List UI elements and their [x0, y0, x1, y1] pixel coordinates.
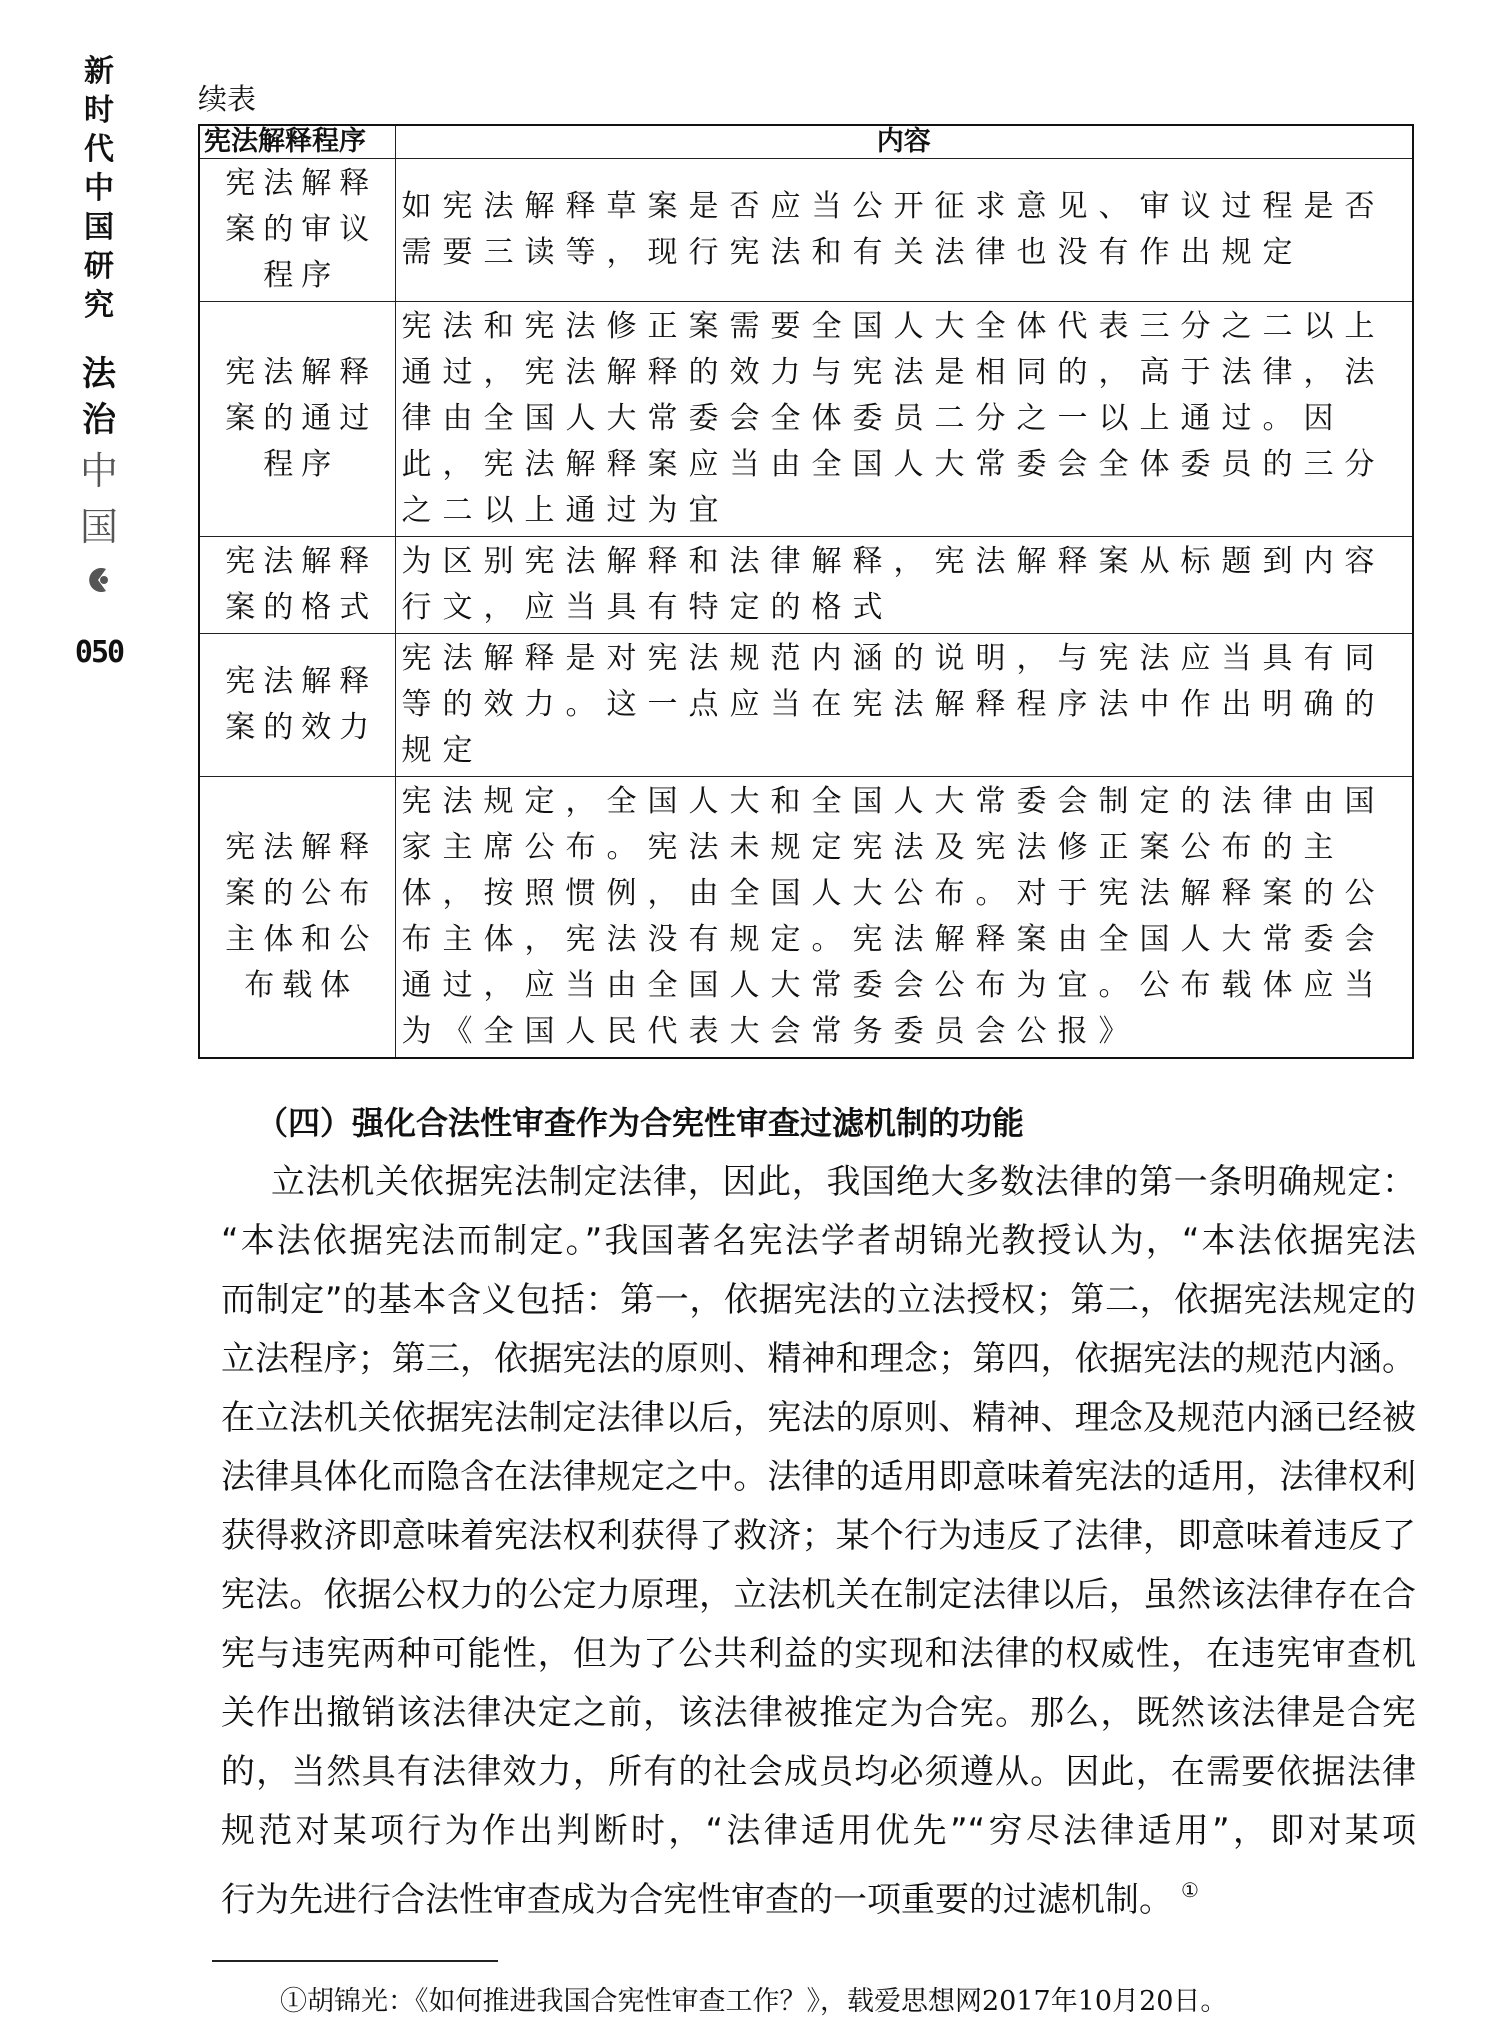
table-row [199, 634, 1413, 777]
paragraph-line: “本法依据宪法而制定。”我国著名宪法学者胡锦光教授认为，“本法依据宪法 [221, 1221, 1416, 1261]
paragraph-line: 规范对某项行为作出判断时，“法律适用优先”“穷尽法律适用”，即对某项 [221, 1811, 1416, 1851]
table-row [199, 159, 1413, 302]
brand-char: 治 [81, 400, 116, 440]
footnote-marker[interactable]: ① [1181, 1878, 1199, 1902]
series-char: 中 [84, 171, 114, 206]
procedure-cell: 宪法解释案的格式 [199, 537, 395, 634]
table-row [199, 777, 1413, 1059]
content-cell: 宪法和宪法修正案需要全国人大全体代表三分之二以上通过，宪法解释的效力与宪法是相同的，高于法律，法律由全国人大常委会全体委员二分之一以上通过。因此，宪法解释案应当由全国人大常委会全体委员的三分之二以上通过为宜 [395, 302, 1413, 537]
paragraph-line: 的，当然具有法律效力，所有的社会成员均必须遵从。因此，在需要依据法律 [221, 1752, 1416, 1792]
series-char: 新 [84, 54, 114, 89]
main-column [198, 80, 1416, 2022]
content-cell: 宪法解释是对宪法规范内涵的说明，与宪法应当具有同等的效力。这一点应当在宪法解释程序法中作出明确的规定 [395, 634, 1413, 777]
procedure-cell: 宪法解释案的公布主体和公布载体 [199, 777, 395, 1059]
content-cell: 如宪法解释草案是否应当公开征求意见、审议过程是否需要三读等，现行宪法和有关法律也没有作出规定 [395, 159, 1413, 302]
body-paragraph [221, 1153, 1416, 1930]
brand-logo-icon [84, 565, 114, 595]
paragraph-line: 法律具体化而隐含在法律规定之中。法律的适用即意味着宪法的适用，法律权利 [221, 1457, 1416, 1497]
paragraph-line: 获得救济即意味着宪法权利获得了救济；某个行为违反了法律，即意味着违反了 [221, 1516, 1416, 1556]
brand-char: 法 [81, 354, 116, 394]
brand-title [80, 351, 118, 555]
content-cell: 宪法规定，全国人大和全国人大常委会制定的法律由国家主席公布。宪法未规定宪法及宪法修正案公布的主体，按照惯例，由全国人大公布。对于宪法解释案的公布主体，宪法没有规定。宪法解释案由全国人大常委会通过，应当由全国人大常委会公布为宜。公布载体应当为《全国人民代表大会常务委员会公报》 [395, 777, 1413, 1059]
procedure-cell: 宪法解释案的效力 [199, 634, 395, 777]
brand-calligraphy-char: 中 [79, 449, 118, 493]
series-char: 究 [84, 288, 114, 323]
table-row [199, 302, 1413, 537]
procedure-table [198, 124, 1414, 1059]
procedure-cell: 宪法解释案的通过程序 [199, 302, 395, 537]
footnote-divider [212, 1960, 498, 1962]
column-header: 内容 [395, 125, 1413, 159]
series-char: 时 [84, 93, 114, 128]
brand-calligraphy-char: 国 [79, 505, 118, 549]
footnote: ①胡锦光：《如何推进我国合宪性审查工作？》，载爱思想网2017年10月20日。 [280, 1986, 1228, 2017]
sidebar [74, 52, 124, 671]
procedure-cell: 宪法解释案的审议程序 [199, 159, 395, 302]
section-heading: （四）强化合法性审查作为合宪性审查过滤机制的功能 [256, 1104, 1025, 1142]
paragraph-line: 宪与违宪两种可能性，但为了公共利益的实现和法律的权威性，在违宪审查机 [221, 1634, 1416, 1674]
paragraph-line: 立法机关依据宪法制定法律，因此，我国绝大多数法律的第一条明确规定： [271, 1162, 1416, 1202]
content-cell: 为区别宪法解释和法律解释，宪法解释案从标题到内容行文，应当具有特定的格式 [395, 537, 1413, 634]
table-row [199, 537, 1413, 634]
series-char: 国 [84, 210, 114, 245]
paragraph-line: 而制定”的基本含义包括：第一，依据宪法的立法授权；第二，依据宪法规定的 [221, 1280, 1416, 1320]
series-char: 代 [84, 132, 114, 167]
paragraph-line: 立法程序；第三，依据宪法的原则、精神和理念；第四，依据宪法的规范内涵。 [221, 1339, 1416, 1379]
table-header-row [199, 125, 1413, 159]
series-char: 研 [84, 249, 114, 284]
paragraph-line-text: 行为先进行合法性审查成为合宪性审查的一项重要的过滤机制。 [221, 1880, 1173, 1920]
paragraph-line-last [221, 1861, 1416, 1930]
paragraph-line: 在立法机关依据宪法制定法律以后，宪法的原则、精神、理念及规范内涵已经被 [221, 1398, 1416, 1438]
column-header: 宪法解释程序 [199, 125, 395, 159]
paragraph-line: 关作出撤销该法律决定之前，该法律被推定为合宪。那么，既然该法律是合宪 [221, 1693, 1416, 1733]
paragraph-line: 宪法。依据公权力的公定力原理，立法机关在制定法律以后，虽然该法律存在合 [221, 1575, 1416, 1615]
page-number: 050 [74, 635, 124, 670]
table-caption: 续表 [198, 82, 257, 116]
series-title [84, 52, 114, 325]
